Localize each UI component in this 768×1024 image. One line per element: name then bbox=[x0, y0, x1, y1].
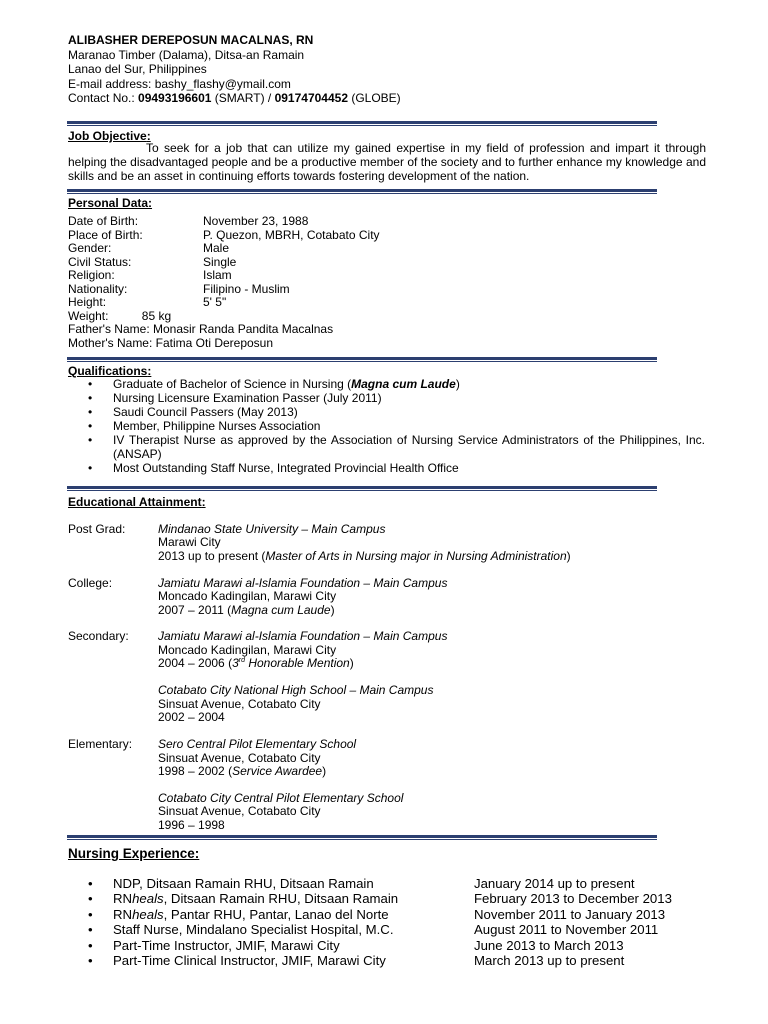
pd-label-religion: Religion: bbox=[68, 268, 115, 282]
edu-sec2-address: Sinsuat Avenue, Cotabato City bbox=[158, 697, 321, 711]
pd-value-religion: Islam bbox=[203, 268, 232, 282]
pd-value-nationality: Filipino - Muslim bbox=[203, 282, 290, 296]
edu-sec1-years: 2004 – 2006 (3rd Honorable Mention) bbox=[158, 656, 354, 670]
pd-label-birthplace: Place of Birth: bbox=[68, 228, 143, 242]
edu-label-secondary: Secondary: bbox=[68, 629, 129, 643]
edu-post-years: 2013 up to present (Master of Arts in Nursing major in Nursing Administration) bbox=[158, 549, 571, 563]
edu-sec2-school: Cotabato City National High School – Main Campus bbox=[158, 683, 434, 697]
contact-prefix: Contact No.: bbox=[68, 91, 139, 105]
pd-father-name: Father's Name: Monasir Randa Pandita Macalnas bbox=[68, 322, 334, 336]
pd-value-birthplace: P. Quezon, MBRH, Cotabato City bbox=[203, 228, 380, 242]
edu-elem2-address: Sinsuat Avenue, Cotabato City bbox=[158, 804, 321, 818]
contact-numbers bbox=[68, 91, 401, 106]
edu-post-school: Mindanao State University – Main Campus bbox=[158, 522, 386, 536]
pd-weight: Weight: 85 kg bbox=[68, 309, 172, 323]
section-divider bbox=[67, 121, 657, 126]
qualifications-heading: Qualifications: bbox=[68, 364, 152, 378]
job-objective-heading: Job Objective: bbox=[68, 129, 151, 143]
section-divider bbox=[67, 835, 657, 840]
address-line-2: Lanao del Sur, Philippines bbox=[68, 62, 207, 76]
resume-page: ALIBASHER DEREPOSUN MACALNAS, RN Maranao Timber (Dalama), Ditsa-an Ramain Lanao del Sur, Philippines E-mail address: bashy_flashy@ymail.com Contact No.: 09493196601 (SMART) / 09174704452 (GLOBE) Job Objective: To seek for a job that can utilize my gained expertise in my field of profession and impart it through helping the disadvantaged people and be a productive member of the society and to further enhance my knowledge and skills and be an asset in continuing efforts towards fostering development of the nation. Personal Data: Date of Birth: November 23, 1988 Place of Birth: P. Quezon, MBRH, Cotabato City Gender: Male Civil Status: Single Religion: Islam Nationality: Filipino - Muslim Height: 5' 5" Weight: 85 kg Father's Name: Monasir Randa Pandita Macalnas Mother's Name: Fatima Oti Dereposun Qualifications: • Graduate of Bachelor of Science in Nursing (Magna cum Laude) • Nursing Licensure Examination Passer (July 2011) • Saudi Council Passers (May 2013) • Member, Philippine Nurses Association • IV Therapist Nurse as approved by the Association of Nursing Service Administrators of the Philippines, Inc. (ANSAP) • Most Outstanding Staff Nurse, Integrated Provincial Health Office Educational Attainment: Post Grad: Mindanao State University – Main Campus Marawi City 2013 up to present (Master of Arts in Nursing major in Nursing Administration) College: Jamiatu Marawi al-Islamia Foundation – Main Campus Moncado Kadingilan, Marawi City 2007 – 2011 (Magna cum Laude) Secondary: Jamiatu Marawi al-Islamia Foundation – Main Campus Moncado Kadingilan, Marawi City 2004 – 2006 (3rd Honorable Mention) Cotabato City National High School – Main Campus Sinsuat Avenue, Cotabato City 2002 – 2004 Elementary: Sero Central Pilot Elementary School Sinsuat Avenue, Cotabato City 1998 – 2002 (Service Awardee) Cotabato City Central Pilot Elementary School Sinsuat Avenue, Cotabato City 1996 – 1998 Nursing Experience: • NDP, Ditsaan Ramain RHU, Ditsaan Ramain January 2014 up to present • RNheals, Ditsaan Ramain RHU, Ditsaan Ramain February 2013 to December 2013 • RNheals, Pantar RHU, Pantar, Lanao del Norte November 2011 to January 2013 • Staff Nurse, Mindalano Specialist Hospital, M.C. August 2011 to November 2011 • Part-Time Instructor, JMIF, Marawi City June 2013 to March 2013 • Part-Time Clinical Instructor, JMIF, Marawi City March 2013 up to present bbox=[68, 33, 706, 968]
experience-date: November 2011 to January 2013 bbox=[474, 907, 666, 922]
experience-date: January 2014 up to present bbox=[474, 876, 635, 891]
edu-elem1-school: Sero Central Pilot Elementary School bbox=[158, 737, 357, 751]
section-divider bbox=[67, 189, 657, 194]
phone-smart: 09493196601 bbox=[138, 91, 212, 105]
pd-label-civil-status: Civil Status: bbox=[68, 255, 132, 269]
edu-elem2-years: 1996 – 1998 bbox=[158, 818, 225, 832]
pd-value-civil-status: Single bbox=[203, 255, 237, 269]
pd-value-height: 5' 5" bbox=[203, 295, 227, 309]
edu-elem1-years: 1998 – 2002 (Service Awardee) bbox=[158, 764, 327, 778]
phone-globe: 09174704452 bbox=[274, 91, 348, 105]
pd-label-gender: Gender: bbox=[68, 241, 112, 255]
edu-post-address: Marawi City bbox=[158, 535, 221, 549]
edu-sec1-address: Moncado Kadingilan, Marawi City bbox=[158, 643, 337, 657]
phone-smart-network: (SMART) / bbox=[211, 91, 275, 105]
pd-label-height: Height: bbox=[68, 295, 107, 309]
section-divider bbox=[67, 357, 657, 362]
education-heading: Educational Attainment: bbox=[68, 495, 206, 509]
experience-date: February 2013 to December 2013 bbox=[474, 891, 672, 906]
edu-elem2-school: Cotabato City Central Pilot Elementary School bbox=[158, 791, 404, 805]
resume-header bbox=[68, 33, 401, 106]
pd-value-birthdate: November 23, 1988 bbox=[203, 214, 309, 228]
pd-label-nationality: Nationality: bbox=[68, 282, 128, 296]
pd-label-birthdate: Date of Birth: bbox=[68, 214, 139, 228]
edu-sec1-school: Jamiatu Marawi al-Islamia Foundation – Main Campus bbox=[158, 629, 448, 643]
job-objective-text: To seek for a job that can utilize my gained expertise in my field of profession and impart it through helping the disadvantaged people and be a productive member of the society and to further enhance my knowledge and skills and be an asset in continuing efforts towards fostering development of the nation. bbox=[68, 141, 706, 183]
edu-elem1-address: Sinsuat Avenue, Cotabato City bbox=[158, 751, 321, 765]
edu-label-college: College: bbox=[68, 576, 113, 590]
experience-date: August 2011 to November 2011 bbox=[474, 922, 659, 937]
address-line-1: Maranao Timber (Dalama), Ditsa-an Ramain bbox=[68, 47, 305, 62]
experience-date: June 2013 to March 2013 bbox=[474, 938, 624, 953]
edu-label-post-grad: Post Grad: bbox=[68, 522, 126, 536]
edu-label-elementary: Elementary: bbox=[68, 737, 133, 751]
phone-globe-network: (GLOBE) bbox=[348, 91, 401, 105]
email-address: E-mail address: bashy_flashy@ymail.com bbox=[68, 76, 291, 91]
pd-value-gender: Male bbox=[203, 241, 230, 255]
pd-mother-name: Mother's Name: Fatima Oti Dereposun bbox=[68, 336, 274, 350]
experience-date: March 2013 up to present bbox=[474, 953, 625, 968]
experience-heading: Nursing Experience: bbox=[68, 846, 200, 861]
section-divider bbox=[67, 486, 657, 491]
edu-sec2-years: 2002 – 2004 bbox=[158, 710, 225, 724]
edu-college-address: Moncado Kadingilan, Marawi City bbox=[158, 589, 337, 603]
applicant-name: ALIBASHER DEREPOSUN MACALNAS, RN bbox=[68, 33, 314, 47]
personal-data-heading: Personal Data: bbox=[68, 196, 153, 210]
edu-college-years: 2007 – 2011 (Magna cum Laude) bbox=[158, 603, 335, 617]
edu-college-school: Jamiatu Marawi al-Islamia Foundation – Main Campus bbox=[158, 576, 448, 590]
